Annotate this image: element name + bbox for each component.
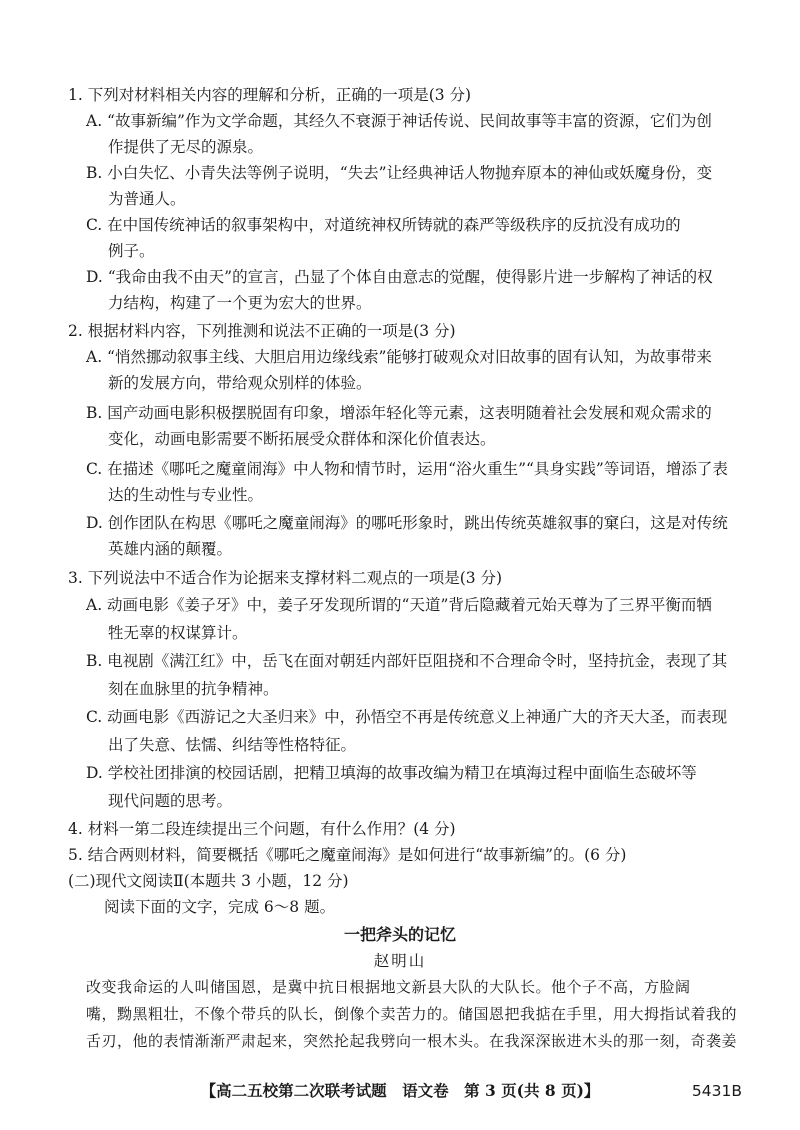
- section-heading: (二)现代文阅读Ⅱ(本题共 3 小题，12 分): [68, 872, 349, 890]
- question-3-option-b: B. 电视剧《满江红》中，岳飞在面对朝廷内部奸臣阻挠和不合理命令时，坚持抗金，表现了其: [86, 652, 728, 670]
- question-1-option-d: D. “我命由我不由天”的宣言，凸显了个体自由意志的觉醒，使得影片进一步解构了神话的权: [86, 268, 713, 286]
- story-line-3: 舌刃，他的表情渐渐严肃起来，突然抡起我劈向一根木头。在我深深嵌进木头的那一刻，奇袭姜: [86, 1032, 738, 1050]
- footer-code: 5431B: [691, 1082, 742, 1100]
- question-1-option-c: C. 在中国传统神话的叙事架构中，对道统神权所铸就的森严等级秩序的反抗没有成功的: [86, 216, 681, 234]
- question-3-option-b-cont: 刻在血脉里的抗争精神。: [108, 680, 279, 698]
- reading-instruction: 阅读下面的文字，完成 6～8 题。: [104, 898, 336, 916]
- question-2-option-a: A. “悄然挪动叙事主线、大胆启用边缘线索”能够打破观众对旧故事的固有认知，为故事带来: [86, 348, 712, 366]
- story-line-1: 改变我命运的人叫储国恩，是冀中抗日根据地文新县大队的大队长。他个子不高，方脸阔: [86, 978, 691, 996]
- question-3-option-d-cont: 现代问题的思考。: [108, 792, 233, 810]
- question-2-option-b: B. 国产动画电影积极摆脱固有印象，增添年轻化等元素，这表明随着社会发展和观众需求的: [86, 404, 712, 422]
- question-3-option-c: C. 动画电影《西游记之大圣归来》中，孙悟空不再是传统意义上神通广大的齐天大圣，而表现: [86, 708, 728, 726]
- story-author: 赵明山: [373, 952, 427, 970]
- question-3-option-c-cont: 出了失意、怯懦、纠结等性格特征。: [108, 736, 357, 754]
- question-2-option-a-cont: 新的发展方向，带给观众别样的体验。: [108, 374, 372, 392]
- question-3-option-a: A. 动画电影《姜子牙》中，姜子牙发现所谓的“天道”背后隐藏着元始天尊为了三界平衡而牺: [86, 596, 712, 614]
- question-3-option-d: D. 学校社团排演的校园话剧，把精卫填海的故事改编为精卫在填海过程中面临生态破坏等: [86, 764, 697, 782]
- story-line-2: 嘴，黝黑粗壮，不像个带兵的队长，倒像个卖苦力的。储国恩把我掂在手里，用大拇指试着我的: [86, 1005, 738, 1023]
- question-1-option-a-cont: 作提供了无尽的源泉。: [108, 138, 264, 156]
- question-2-option-c: C. 在描述《哪吒之魔童闹海》中人物和情节时，运用“浴火重生”“具身实践”等词语，增添了表: [86, 460, 728, 478]
- question-1-option-b-cont: 为普通人。: [108, 190, 186, 208]
- question-2-option-c-cont: 达的生动性与专业性。: [108, 486, 264, 504]
- question-5: 5. 结合两则材料，简要概括《哪吒之魔童闹海》是如何进行“故事新编”的。(6 分): [68, 846, 627, 864]
- page-footer: [0, 1078, 800, 1104]
- question-1-option-a: A. “故事新编”作为文学命题，其经久不衰源于神话传说、民间故事等丰富的资源，它们为创: [86, 112, 712, 130]
- question-3-stem: 3. 下列说法中不适合作为论据来支撑材料二观点的一项是(3 分): [68, 569, 503, 587]
- question-1-option-b: B. 小白失忆、小青失法等例子说明，“失去”让经典神话人物抛弃原本的神仙或妖魔身份，变: [86, 164, 713, 182]
- footer-exam-info: 【高二五校第二次联考试题 语文卷 第 3 页(共 8 页)】: [200, 1081, 600, 1100]
- question-1-option-c-cont: 例子。: [108, 242, 155, 260]
- question-4: 4. 材料一第二段连续提出三个问题，有什么作用？(4 分): [68, 820, 456, 838]
- question-1-option-d-cont: 力结构，构建了一个更为宏大的世界。: [108, 294, 372, 312]
- question-3-option-a-cont: 牲无辜的权谋算计。: [108, 624, 248, 642]
- question-2-option-b-cont: 变化，动画电影需要不断拓展受众群体和深化价值表达。: [108, 430, 496, 448]
- story-title: 一把斧头的记忆: [343, 925, 456, 944]
- question-2-stem: 2. 根据材料内容，下列推测和说法不正确的一项是(3 分): [68, 322, 456, 340]
- question-1-stem: 1. 下列对材料相关内容的理解和分析，正确的一项是(3 分): [68, 86, 472, 104]
- question-2-option-d-cont: 英雄内涵的颠覆。: [108, 540, 233, 558]
- question-2-option-d: D. 创作团队在构思《哪吒之魔童闹海》的哪吒形象时，跳出传统英雄叙事的窠臼，这是对传统: [86, 514, 728, 532]
